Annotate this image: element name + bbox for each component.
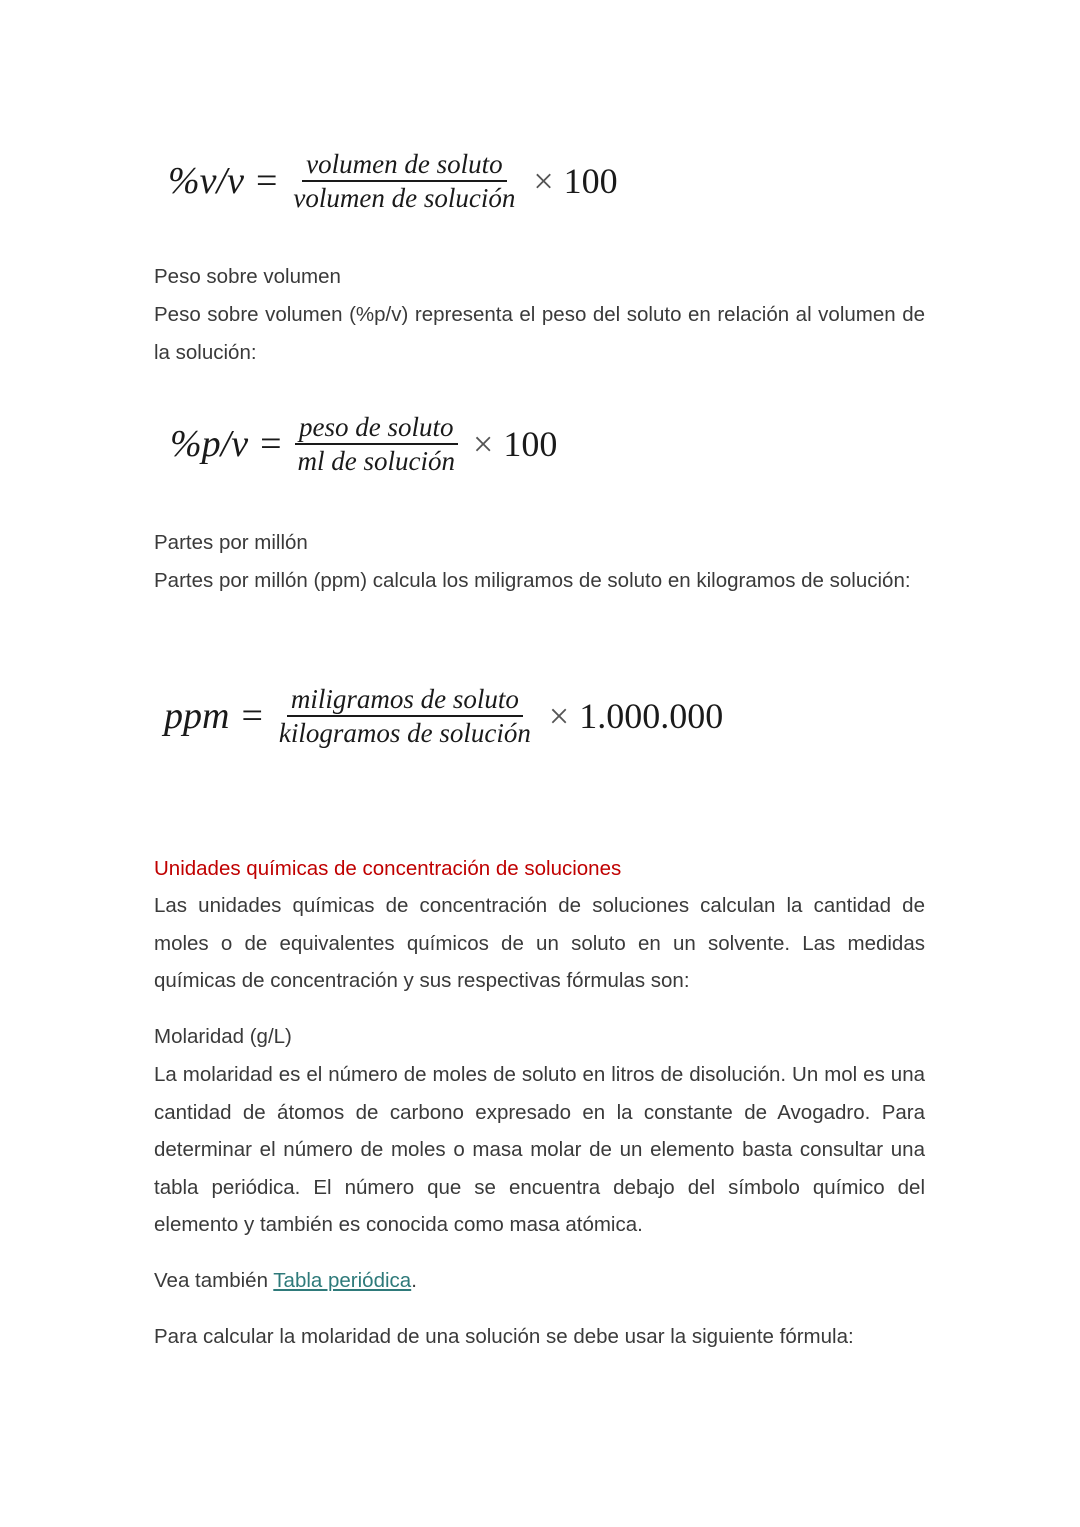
times-sign: ×: [533, 161, 554, 202]
formula-lhs: ppm: [164, 695, 230, 738]
section-body-ppm: Partes por millón (ppm) calcula los miligramos de soluto en kilogramos de solución:: [154, 569, 911, 592]
section-title-ppm: Partes por millón: [154, 531, 308, 554]
fraction: [294, 413, 459, 476]
multiplier-value: 100: [503, 424, 558, 465]
formula-lhs: %p/v: [170, 423, 249, 466]
fraction-numerator: miligramos de soluto: [287, 685, 523, 717]
times-sign: ×: [473, 424, 494, 465]
section-body-molaridad: La molaridad es el número de moles de soluto en litros de disolución. Un mol es una cantidad de átomos de carbono expresado en la constante de Avogadro. Para determinar el número de moles o masa molar de un elemento basta consultar una tabla periódica. El número que se encuentra debajo del símbolo químico del elemento y también es conocida como masa atómica.: [154, 1063, 925, 1236]
multiplier: [533, 160, 617, 202]
see-also: [154, 1262, 925, 1300]
multiplier: [549, 695, 723, 737]
fraction-denominator: volumen de solución: [293, 183, 516, 214]
formula-weight-volume: [170, 413, 557, 476]
multiplier-value: 1.000.000: [579, 696, 724, 737]
section-title-molaridad: Molaridad (g/L): [154, 1025, 292, 1048]
see-also-suffix: .: [411, 1269, 417, 1292]
section-title-pv: Peso sobre volumen: [154, 265, 341, 288]
formula-ppm: [164, 685, 723, 748]
fraction-denominator: ml de solución: [297, 446, 455, 477]
section-body-chemical-units: Las unidades químicas de concentración de soluciones calculan la cantidad de moles o de equivalentes químicos de un soluto en un solvente. Las medidas químicas de concentración y sus respectivas fórmulas son:: [154, 894, 925, 992]
fraction-denominator: kilogramos de solución: [278, 718, 531, 749]
equals-sign: =: [260, 423, 282, 466]
fraction: [289, 150, 519, 213]
see-also-prefix: Vea también: [154, 1269, 274, 1292]
fraction-numerator: peso de soluto: [295, 413, 458, 445]
equals-sign: =: [241, 695, 263, 738]
equals-sign: =: [255, 160, 278, 203]
fraction-numerator: volumen de soluto: [302, 150, 506, 182]
formula-volume-volume: [168, 150, 618, 213]
multiplier-value: 100: [563, 161, 618, 202]
times-sign: ×: [548, 696, 570, 737]
section-body-pv: Peso sobre volumen (%p/v) representa el peso del soluto en relación al volumen de la solución:: [154, 303, 925, 364]
periodic-table-link[interactable]: Tabla periódica: [273, 1269, 412, 1292]
fraction: [275, 685, 535, 748]
closing-sentence: Para calcular la molaridad de una solución se debe usar la siguiente fórmula:: [154, 1325, 854, 1348]
section-heading-chemical-units: Unidades químicas de concentración de soluciones: [154, 857, 622, 880]
multiplier: [473, 423, 557, 465]
formula-lhs: %v/v: [168, 160, 244, 203]
